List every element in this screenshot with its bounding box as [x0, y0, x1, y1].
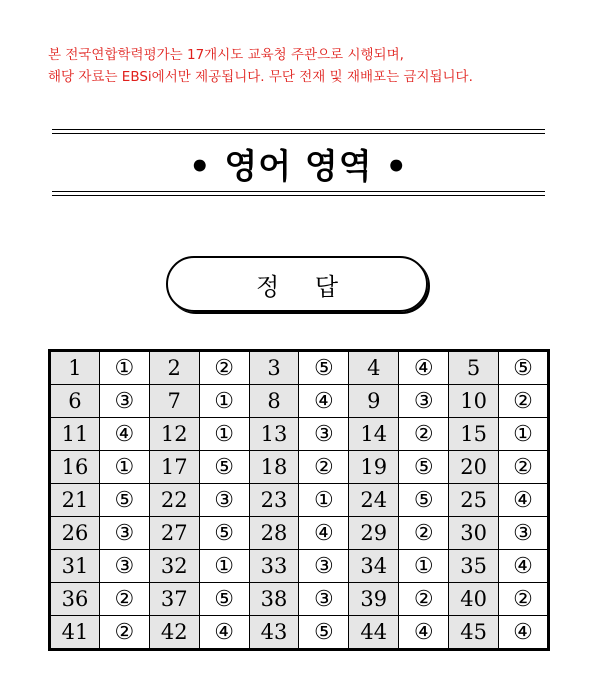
answer-choice: ③ [99, 517, 149, 550]
answer-choice: ① [299, 484, 349, 517]
answer-row [50, 616, 549, 650]
title-rule-top-outer [52, 129, 545, 130]
answer-choice: ② [299, 451, 349, 484]
answer-choice: ② [499, 451, 549, 484]
answer-row [50, 517, 549, 550]
title-rule-bottom-outer [52, 195, 545, 196]
question-number: 27 [149, 517, 199, 550]
answer-choice: ⑤ [199, 451, 249, 484]
question-number: 3 [249, 351, 299, 385]
answer-choice: ④ [399, 616, 449, 650]
answer-row [50, 418, 549, 451]
answer-choice: ② [199, 351, 249, 385]
question-number: 24 [349, 484, 399, 517]
question-number: 29 [349, 517, 399, 550]
question-number: 37 [149, 583, 199, 616]
question-number: 23 [249, 484, 299, 517]
answer-choice: ① [199, 550, 249, 583]
title-rule-top-inner [52, 133, 545, 134]
answer-choice: ① [199, 418, 249, 451]
question-number: 20 [449, 451, 499, 484]
question-number: 2 [149, 351, 199, 385]
answer-choice: ③ [199, 484, 249, 517]
question-number: 21 [50, 484, 100, 517]
answer-choice: ① [499, 418, 549, 451]
question-number: 17 [149, 451, 199, 484]
question-number: 36 [50, 583, 100, 616]
question-number: 39 [349, 583, 399, 616]
question-number: 41 [50, 616, 100, 650]
question-number: 15 [449, 418, 499, 451]
answer-choice: ⑤ [199, 583, 249, 616]
question-number: 8 [249, 385, 299, 418]
question-number: 4 [349, 351, 399, 385]
question-number: 13 [249, 418, 299, 451]
question-number: 32 [149, 550, 199, 583]
answer-choice: ④ [399, 351, 449, 385]
question-number: 44 [349, 616, 399, 650]
question-number: 18 [249, 451, 299, 484]
answer-choice: ② [99, 583, 149, 616]
answer-label-box [166, 256, 428, 312]
question-number: 6 [50, 385, 100, 418]
question-number: 28 [249, 517, 299, 550]
answer-row [50, 351, 549, 385]
question-number: 1 [50, 351, 100, 385]
question-number: 35 [449, 550, 499, 583]
answer-choice: ① [99, 451, 149, 484]
answer-choice: ② [499, 385, 549, 418]
answer-choice: ③ [99, 385, 149, 418]
answer-choice: ② [399, 418, 449, 451]
answer-row [50, 451, 549, 484]
question-number: 5 [449, 351, 499, 385]
question-number: 14 [349, 418, 399, 451]
answer-choice: ⑤ [199, 517, 249, 550]
answer-choice: ⑤ [299, 616, 349, 650]
question-number: 7 [149, 385, 199, 418]
notice-line-1: 본 전국연합학력평가는 17개시도 교육청 주관으로 시행되며, [48, 47, 404, 63]
question-number: 43 [249, 616, 299, 650]
copyright-notice [48, 44, 578, 88]
answer-choice: ③ [299, 583, 349, 616]
answer-choice: ③ [499, 517, 549, 550]
question-number: 12 [149, 418, 199, 451]
answer-row [50, 385, 549, 418]
answer-choice: ① [199, 385, 249, 418]
section-title: • 영어 영역 • [188, 146, 409, 187]
question-number: 45 [449, 616, 499, 650]
answer-choice: ④ [99, 418, 149, 451]
answer-choice: ② [399, 517, 449, 550]
question-number: 25 [449, 484, 499, 517]
answer-choice: ④ [299, 385, 349, 418]
question-number: 22 [149, 484, 199, 517]
question-number: 30 [449, 517, 499, 550]
question-number: 42 [149, 616, 199, 650]
question-number: 31 [50, 550, 100, 583]
answer-choice: ⑤ [399, 484, 449, 517]
question-number: 34 [349, 550, 399, 583]
answer-choice: ⑤ [499, 351, 549, 385]
answer-choice: ② [499, 583, 549, 616]
question-number: 10 [449, 385, 499, 418]
question-number: 33 [249, 550, 299, 583]
answer-choice: ① [99, 351, 149, 385]
answer-choice: ④ [299, 517, 349, 550]
answer-label: 정 답 [256, 272, 352, 301]
answer-choice: ④ [499, 550, 549, 583]
question-number: 40 [449, 583, 499, 616]
answer-choice: ③ [99, 550, 149, 583]
answer-choice: ④ [199, 616, 249, 650]
question-number: 16 [50, 451, 100, 484]
answer-choice: ③ [299, 418, 349, 451]
answer-choice: ② [99, 616, 149, 650]
question-number: 19 [349, 451, 399, 484]
title-rule-bottom-inner [52, 191, 545, 192]
notice-line-2: 해당 자료는 EBSi에서만 제공됩니다. 무단 전재 및 재배포는 금지됩니다. [48, 69, 473, 85]
answer-choice: ⑤ [399, 451, 449, 484]
question-number: 9 [349, 385, 399, 418]
answer-choice: ③ [299, 550, 349, 583]
answer-choice: ④ [499, 484, 549, 517]
answer-row [50, 550, 549, 583]
answer-choice: ① [399, 550, 449, 583]
question-number: 38 [249, 583, 299, 616]
answer-table [48, 349, 550, 651]
question-number: 26 [50, 517, 100, 550]
answer-choice: ⑤ [99, 484, 149, 517]
question-number: 11 [50, 418, 100, 451]
answer-choice: ② [399, 583, 449, 616]
answer-choice: ⑤ [299, 351, 349, 385]
answer-row [50, 583, 549, 616]
answer-choice: ④ [499, 616, 549, 650]
answer-choice: ③ [399, 385, 449, 418]
answer-row [50, 484, 549, 517]
